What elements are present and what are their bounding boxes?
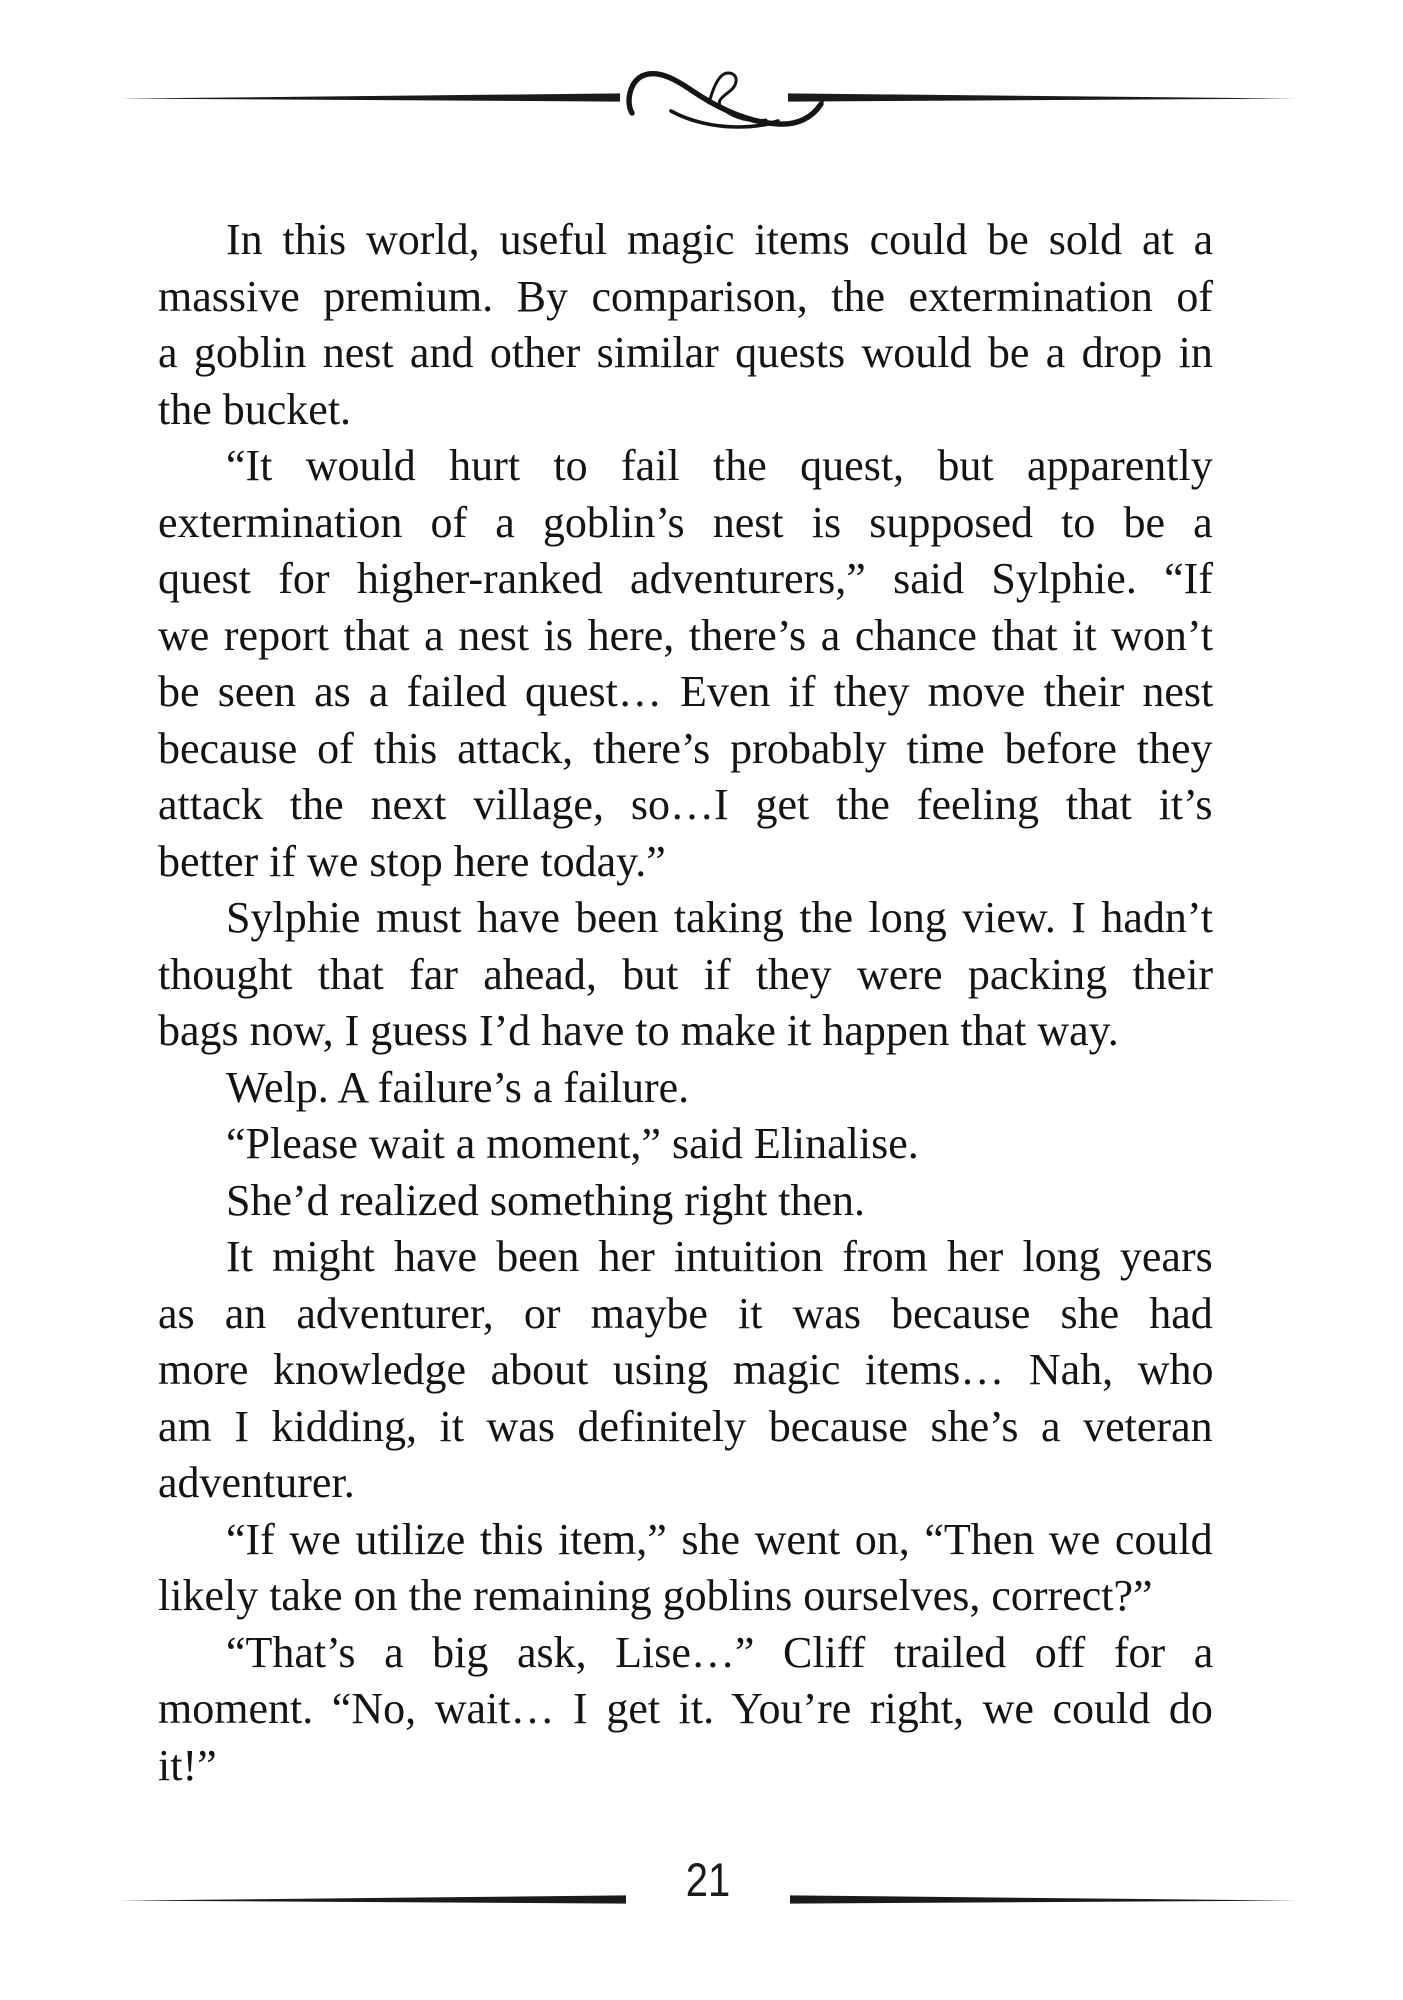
- text-line: massive premium. By comparison, the extermination of: [158, 271, 1214, 321]
- text-line: In this world, useful magic items could be sold at a: [226, 215, 1214, 264]
- footer-rule-right: [790, 1894, 1298, 1905]
- text-line: bags now, I guess I’d have to make it happen that way.: [158, 1006, 1119, 1055]
- text-line: “If we utilize this item,” she went on, “Then we could: [226, 1514, 1213, 1564]
- text-line: the bucket.: [158, 384, 352, 434]
- paragraph: [158, 1625, 1213, 1795]
- paragraph: [158, 1229, 1213, 1512]
- text-line: extermination of a goblin’s nest is supposed to be a: [158, 497, 1213, 547]
- paragraph: [158, 1060, 1213, 1117]
- text-line: more knowledge about using magic items… Nah, who: [158, 1345, 1214, 1394]
- text-line: we report that a nest is here, there’s a chance that it won’t: [158, 610, 1213, 660]
- text-line: She’d realized something right then.: [226, 1175, 866, 1225]
- text-line: adventurer.: [158, 1458, 355, 1507]
- text-line: Welp. A failure’s a failure.: [226, 1062, 690, 1112]
- body-text: [158, 212, 1213, 1794]
- text-line: attack the next village, so…I get the feeling that it’s: [158, 780, 1213, 829]
- text-line: be seen as a failed quest… Even if they move their nest: [158, 667, 1214, 716]
- text-line: Sylphie must have been taking the long view. I hadn’t: [226, 893, 1213, 942]
- page-number: 21: [685, 1853, 731, 1906]
- paragraph: [158, 890, 1213, 1060]
- text-line: am I kidding, it was definitely because she’s a veteran: [158, 1401, 1213, 1451]
- paragraph: [158, 1512, 1213, 1625]
- text-line: “That’s a big ask, Lise…” Cliff trailed off for a: [226, 1627, 1214, 1677]
- text-line: moment. “No, wait… I get it. You’re right, we could do: [158, 1684, 1213, 1733]
- footer-rule-left: [120, 1894, 626, 1905]
- text-line: “It would hurt to fail the quest, but apparently: [226, 441, 1213, 490]
- text-line: it!”: [158, 1740, 217, 1790]
- header-rule-right: [788, 92, 1298, 103]
- paragraph: [158, 438, 1213, 890]
- text-line: “Please wait a moment,” said Elinalise.: [226, 1119, 919, 1168]
- paragraph: [158, 212, 1213, 438]
- text-line: likely take on the remaining goblins ourselves, correct?”: [158, 1571, 1153, 1620]
- text-line: quest for higher-ranked adventurers,” said Sylphie. “If: [158, 554, 1213, 603]
- paragraph: [158, 1116, 1213, 1173]
- header-rule-left: [120, 92, 620, 103]
- text-line: as an adventurer, or maybe it was because she had: [158, 1288, 1213, 1338]
- text-line: better if we stop here today.”: [158, 836, 666, 886]
- text-line: because of this attack, there’s probably time before they: [158, 723, 1213, 773]
- paragraph: [158, 1173, 1213, 1230]
- text-line: a goblin nest and other similar quests would be a drop in: [158, 328, 1213, 377]
- text-line: thought that far ahead, but if they were packing their: [158, 949, 1214, 999]
- text-line: It might have been her intuition from her long years: [226, 1232, 1213, 1281]
